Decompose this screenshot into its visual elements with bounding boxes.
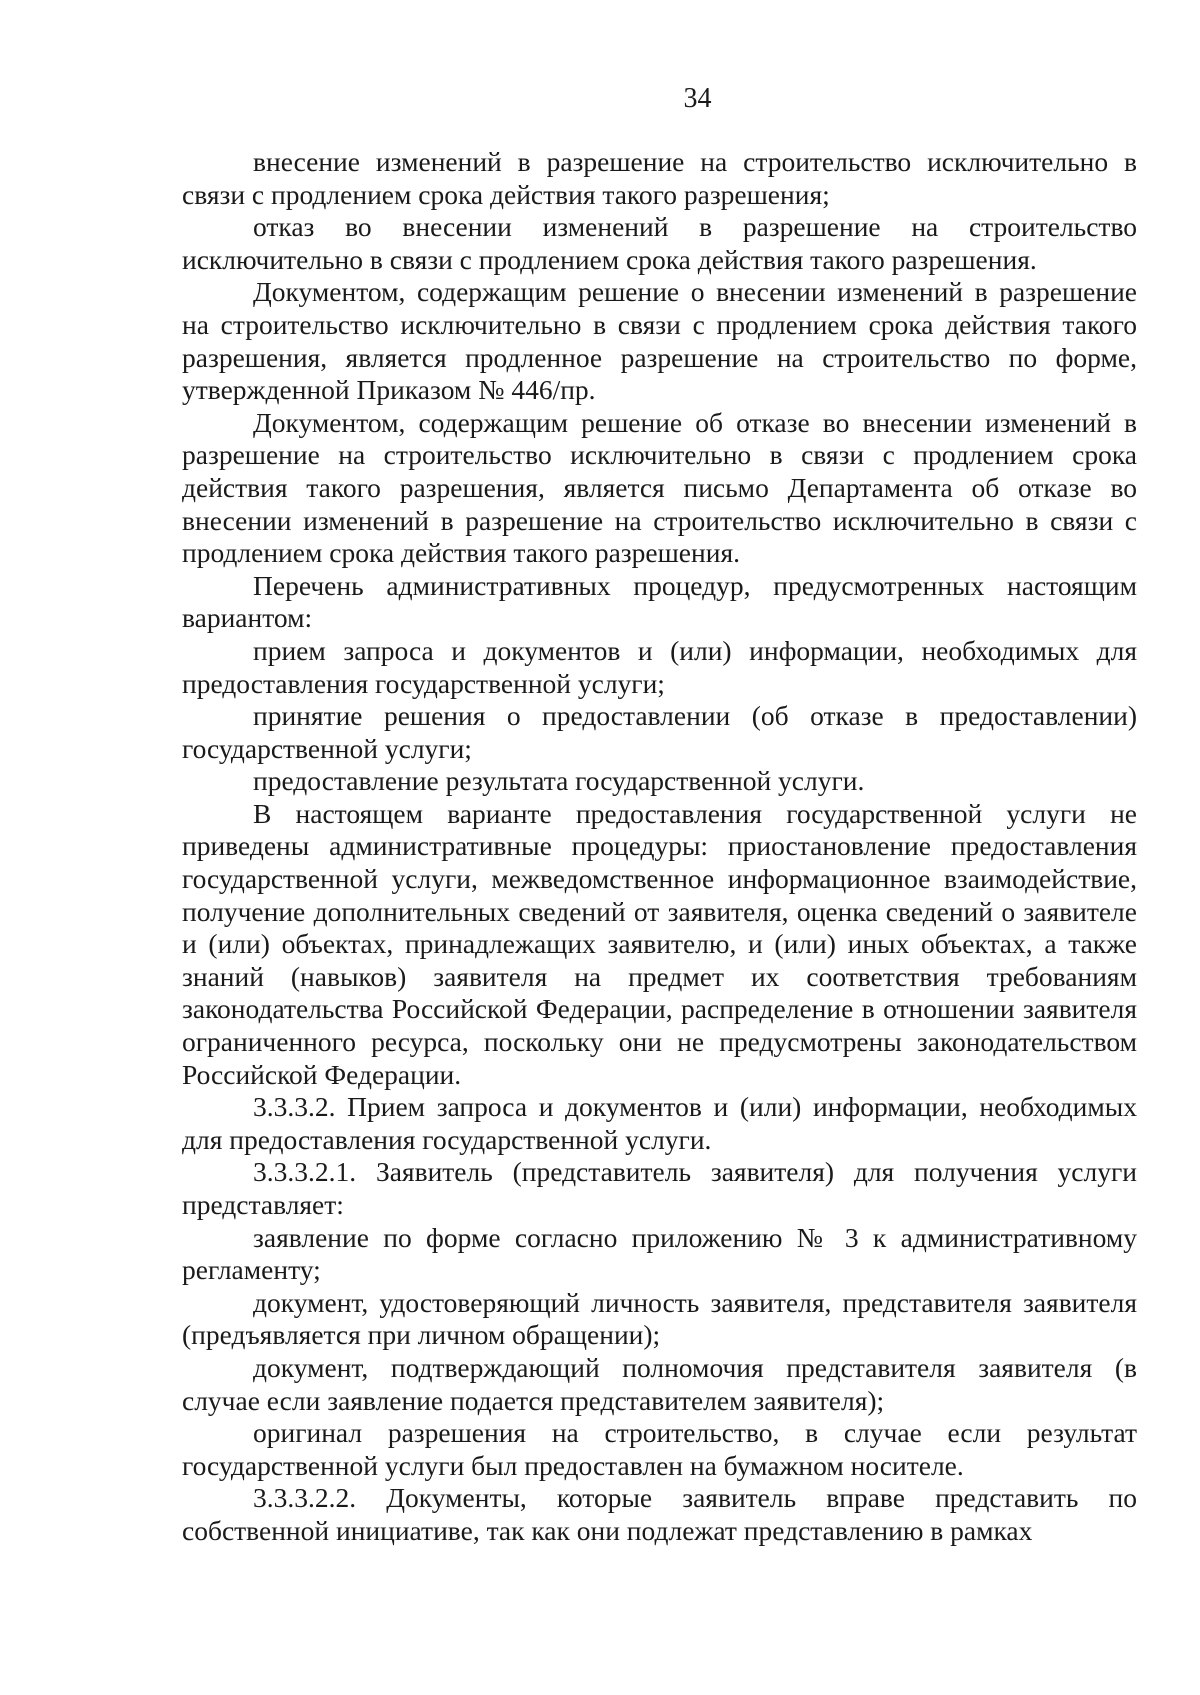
paragraph: Документом, содержащим решение об отказе во внесении изменений в разрешение на строительство исключительно в связи с продлением срока действия такого разрешения, является письмо Департамента об отказе во внесении изменений в разрешение на строительство исключительно в связи с продлением срока действия такого разрешения. [182, 406, 1137, 569]
paragraph: принятие решения о предоставлении (об отказе в предоставлении) государственной услуги; [182, 700, 1137, 764]
page-number: 34 [683, 83, 712, 114]
paragraph: 3.3.3.2. Прием запроса и документов и (или) информации, необходимых для предоставления государственной услуги. [182, 1091, 1137, 1155]
paragraph: Документом, содержащим решение о внесении изменений в разрешение на строительство исключительно в связи с продлением срока действия такого разрешения, является продленное разрешение на строительство по форме, утвержденной Приказом № 446/пр. [182, 276, 1137, 406]
paragraph: заявление по форме согласно приложению № 3 к административному регламенту; [182, 1221, 1137, 1286]
paragraph: прием запроса и документов и (или) информации, необходимых для предоставления государственной услуги; [182, 634, 1137, 699]
paragraph: документ, подтверждающий полномочия представителя заявителя (в случае если заявление подается представителем заявителя); [182, 1351, 1137, 1416]
paragraph: документ, удостоверяющий личность заявителя, представителя заявителя (предъявляется при личном обращении); [182, 1286, 1137, 1351]
paragraph: предоставление результата государственной услуги. [253, 765, 865, 797]
paragraph: оригинал разрешения на строительство, в случае если результат государственной услуги был предоставлен на бумажном носителе. [182, 1417, 1137, 1481]
paragraph: 3.3.3.2.1. Заявитель (представитель заявителя) для получения услуги представляет: [182, 1156, 1137, 1220]
paragraph: отказ во внесении изменений в разрешение на строительство исключительно в связи с продлением срока действия такого разрешения. [182, 211, 1137, 275]
paragraph: В настоящем варианте предоставления государственной услуги не приведены административные процедуры: приостановление предоставления государственной услуги, межведомственное информационное взаимодействие, получение дополнительных сведений от заявителя, оценка сведений о заявителе и (или) объектах, принадлежащих заявителю, и (или) иных объектах, а также знаний (навыков) заявителя на предмет их соответствия требованиям законодательства Российской Федерации, распределение в отношении заявителя ограниченного ресурса, поскольку они не предусмотрены законодательством Российской Федерации. [182, 797, 1137, 1090]
paragraph: внесение изменений в разрешение на строительство исключительно в связи с продлением срока действия такого разрешения; [182, 146, 1137, 210]
paragraph: 3.3.3.2.2. Документы, которые заявитель вправе представить по собственной инициативе, так как они подлежат представлению в рамках [182, 1482, 1137, 1546]
paragraph: Перечень административных процедур, предусмотренных настоящим вариантом: [182, 569, 1137, 634]
document-body [182, 146, 1137, 1548]
